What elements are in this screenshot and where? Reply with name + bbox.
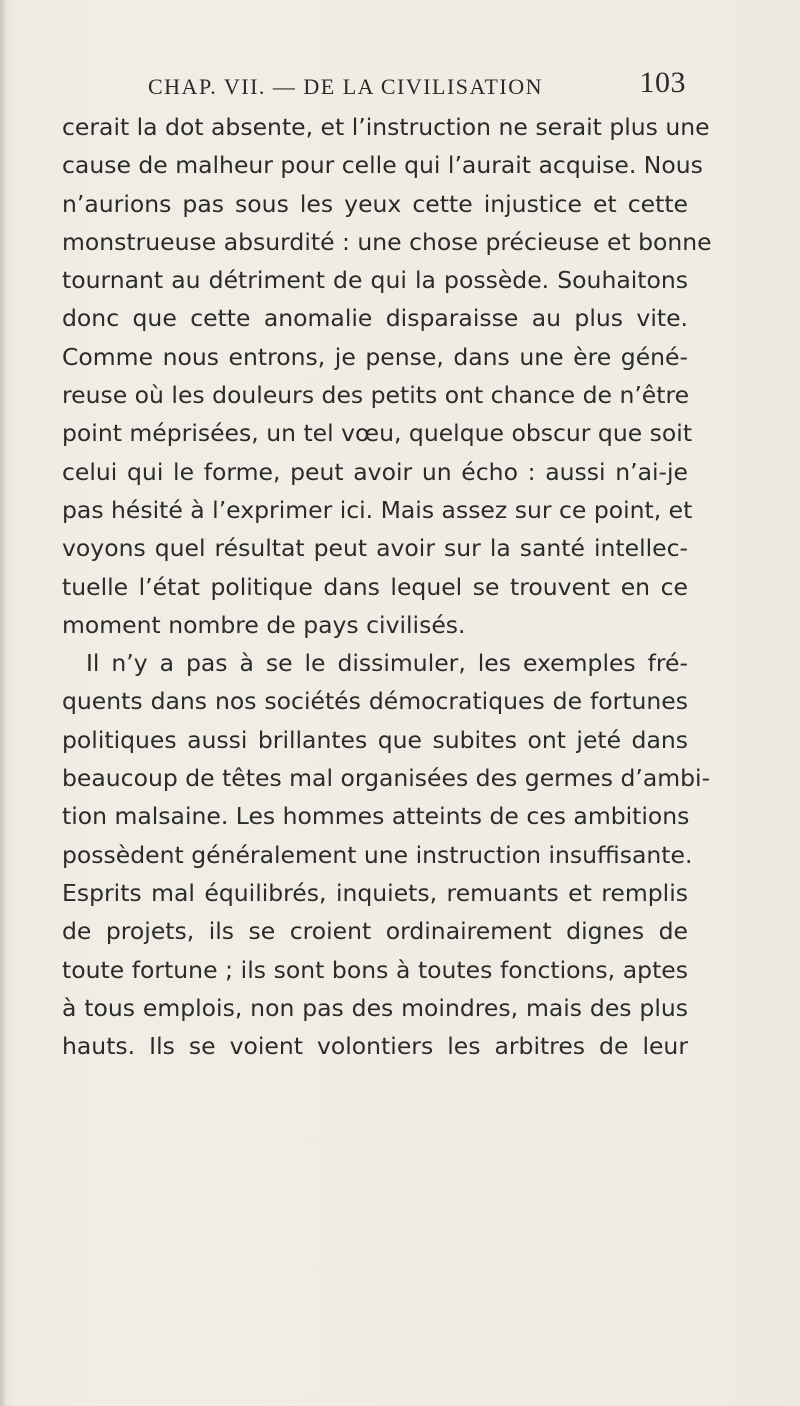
text-line: à tous emplois, non pas des moindres, mais des plus <box>62 993 688 1022</box>
text-line: tuelle l’état politique dans lequel se trouvent en ce <box>62 572 688 601</box>
text-line: beaucoup de têtes mal organisées des germes d’ambi- <box>62 764 711 793</box>
text-line: tournant au détriment de qui la possède. Souhaitons <box>62 266 688 295</box>
text-line: Esprits mal équilibrés, inquiets, remuants et remplis <box>62 878 688 907</box>
paragraph-last-line: moment nombre de pays civilisés. <box>62 610 466 639</box>
text-line: Comme nous entrons, je pense, dans une ère géné- <box>62 342 688 371</box>
text-line: voyons quel résultat peut avoir sur la santé intellec- <box>62 534 688 563</box>
paragraph-first-line: Il n’y a pas à se le dissimuler, les exemples fré- <box>86 649 688 678</box>
page-gutter-edge <box>0 0 6 1406</box>
body-text <box>62 108 712 1065</box>
text-line: hauts. Ils se voient volontiers les arbitres de leur <box>62 1032 688 1061</box>
text-line: cause de malheur pour celle qui l’aurait acquise. Nous <box>62 151 703 180</box>
text-line: possèdent généralement une instruction insuffisante. <box>62 840 693 869</box>
page-header <box>148 66 688 106</box>
text-line: point méprisées, un tel vœu, quelque obscur que soit <box>62 419 693 448</box>
text-line: politiques aussi brillantes que subites ont jeté dans <box>62 725 688 754</box>
text-line: toute fortune ; ils sont bons à toutes fonctions, aptes <box>62 955 688 984</box>
running-head: CHAP. VII. — DE LA CIVILISATION <box>148 74 544 99</box>
text-line: n’aurions pas sous les yeux cette injustice et cette <box>62 189 688 218</box>
text-line: quents dans nos sociétés démocratiques de fortunes <box>62 687 688 716</box>
text-line: donc que cette anomalie disparaisse au plus vite. <box>62 304 688 333</box>
text-line: reuse où les douleurs des petits ont chance de n’être <box>62 381 690 410</box>
text-line: pas hésité à l’exprimer ici. Mais assez sur ce point, et <box>62 495 693 524</box>
text-line: tion malsaine. Les hommes atteints de ces ambitions <box>62 802 690 831</box>
text-line: cerait la dot absente, et l’instruction ne serait plus une <box>62 113 710 141</box>
text-line: de projets, ils se croient ordinairement dignes de <box>62 917 688 946</box>
text-line: monstrueuse absurdité : une chose précieuse et bonne <box>62 227 712 256</box>
page-number: 103 <box>639 66 686 99</box>
text-line: celui qui le forme, peut avoir un écho : aussi n’ai-je <box>62 457 688 486</box>
